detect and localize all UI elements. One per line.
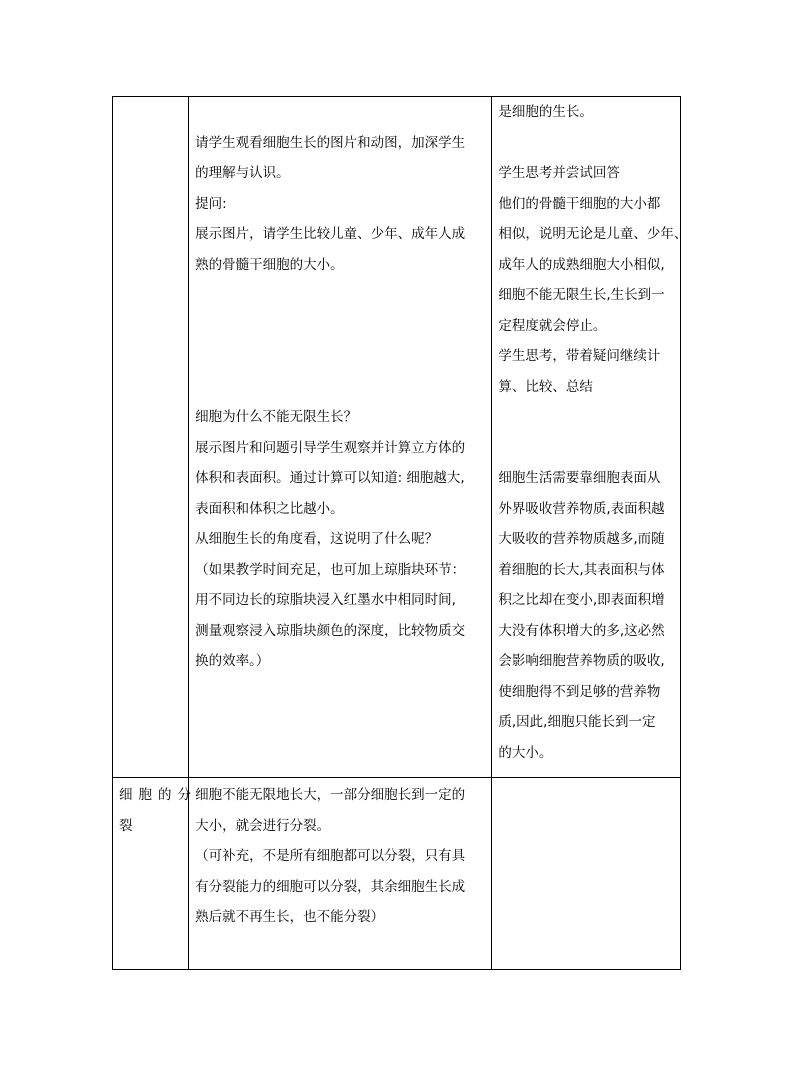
text-line: 请学生观看细胞生长的图片和动图，加深学生 bbox=[195, 134, 466, 151]
text-line bbox=[195, 372, 485, 403]
text-line bbox=[498, 433, 674, 464]
text-line: 大吸收的营养物质越多,而随 bbox=[498, 531, 665, 547]
text-line: 体积和表面积。通过计算可以知道: 细胞越大, bbox=[195, 470, 465, 486]
text-line: 他们的骨髓干细胞的大小都 bbox=[498, 195, 661, 212]
text-line bbox=[195, 341, 485, 372]
text-line: （如果教学时间充足，也可加上琼脂块环节： bbox=[195, 561, 466, 578]
text-line: 相似，说明无论是儿童、少年、 bbox=[498, 226, 688, 242]
text-line: 表面积和体积之比越小。 bbox=[195, 500, 344, 517]
text-line bbox=[195, 280, 485, 311]
text-line: 细胞不能无限生长,生长到一 bbox=[498, 287, 665, 303]
text-line: 细胞为什么不能无限生长？ bbox=[195, 409, 358, 425]
text-line: 展示图片和问题引导学生观察并计算立方体的 bbox=[195, 439, 466, 456]
text-line: 提问: bbox=[195, 195, 227, 212]
text-line: 大小，就会进行分裂。 bbox=[195, 817, 331, 834]
text-line bbox=[195, 311, 485, 342]
text-line: 使细胞得不到足够的营养物 bbox=[498, 683, 661, 700]
lesson-plan-table bbox=[112, 96, 688, 970]
text-line bbox=[195, 97, 485, 128]
text-line: 外界吸收营养物质,表面积越 bbox=[498, 500, 665, 517]
text-line: 大没有体积增大的多,这必然 bbox=[498, 622, 665, 639]
text-line bbox=[498, 402, 674, 433]
text-line: 细胞的分 bbox=[119, 787, 197, 803]
student-activity-cell bbox=[492, 97, 688, 778]
text-line: 学生思考并尝试回答 bbox=[498, 165, 620, 181]
text-line: 是细胞的生长。 bbox=[498, 104, 593, 120]
text-line: 细胞生活需要靠细胞表面从 bbox=[498, 470, 661, 486]
text-line: 成年人的成熟细胞大小相似, bbox=[498, 256, 665, 273]
text-line: 质,因此,细胞只能长到一定 bbox=[498, 714, 656, 730]
teacher-activity-cell bbox=[189, 778, 492, 970]
text-line: 定程度就会停止。 bbox=[498, 317, 607, 334]
table-row-growth bbox=[113, 97, 681, 778]
student-activity-cell bbox=[492, 778, 681, 970]
text-line: 的理解与认识。 bbox=[195, 165, 290, 181]
text-line: 着细胞的长大,其表面积与体 bbox=[498, 561, 665, 578]
text-line: 裂 bbox=[119, 817, 139, 834]
text-line: 学生思考，带着疑问继续计 bbox=[498, 348, 661, 364]
text-line: 从细胞生长的角度看，这说明了什么呢？ bbox=[195, 531, 439, 547]
teacher-activity-cell bbox=[189, 97, 492, 778]
text-line: 积之比却在变小,即表面积增 bbox=[498, 592, 665, 608]
text-line: 展示图片，请学生比较儿童、少年、成年人成 bbox=[195, 226, 466, 242]
stage-cell bbox=[113, 778, 197, 970]
text-line: 熟后就不再生长，也不能分裂） bbox=[195, 909, 385, 925]
text-line: 细胞不能无限地长大，一部分细胞长到一定的 bbox=[195, 787, 466, 803]
table-row-division bbox=[113, 778, 681, 970]
text-line: 熟的骨髓干细胞的大小。 bbox=[195, 256, 344, 273]
text-line: 会影响细胞营养物质的吸收, bbox=[498, 653, 665, 669]
text-line: 有分裂能力的细胞可以分裂，其余细胞生长成 bbox=[195, 878, 466, 895]
text-line bbox=[498, 128, 674, 159]
text-line: 用不同边长的琼脂块浸入红墨水中相同时间, bbox=[195, 592, 456, 608]
text-line: （可补充，不是所有细胞都可以分裂，只有具 bbox=[195, 848, 466, 864]
text-line: 的大小。 bbox=[498, 744, 553, 761]
text-line: 算、比较、总结 bbox=[498, 378, 593, 395]
text-line: 测量观察浸入琼脂块颜色的深度，比较物质交 bbox=[195, 622, 466, 639]
stage-cell bbox=[113, 97, 189, 778]
text-line: 换的效率。） bbox=[195, 653, 270, 669]
